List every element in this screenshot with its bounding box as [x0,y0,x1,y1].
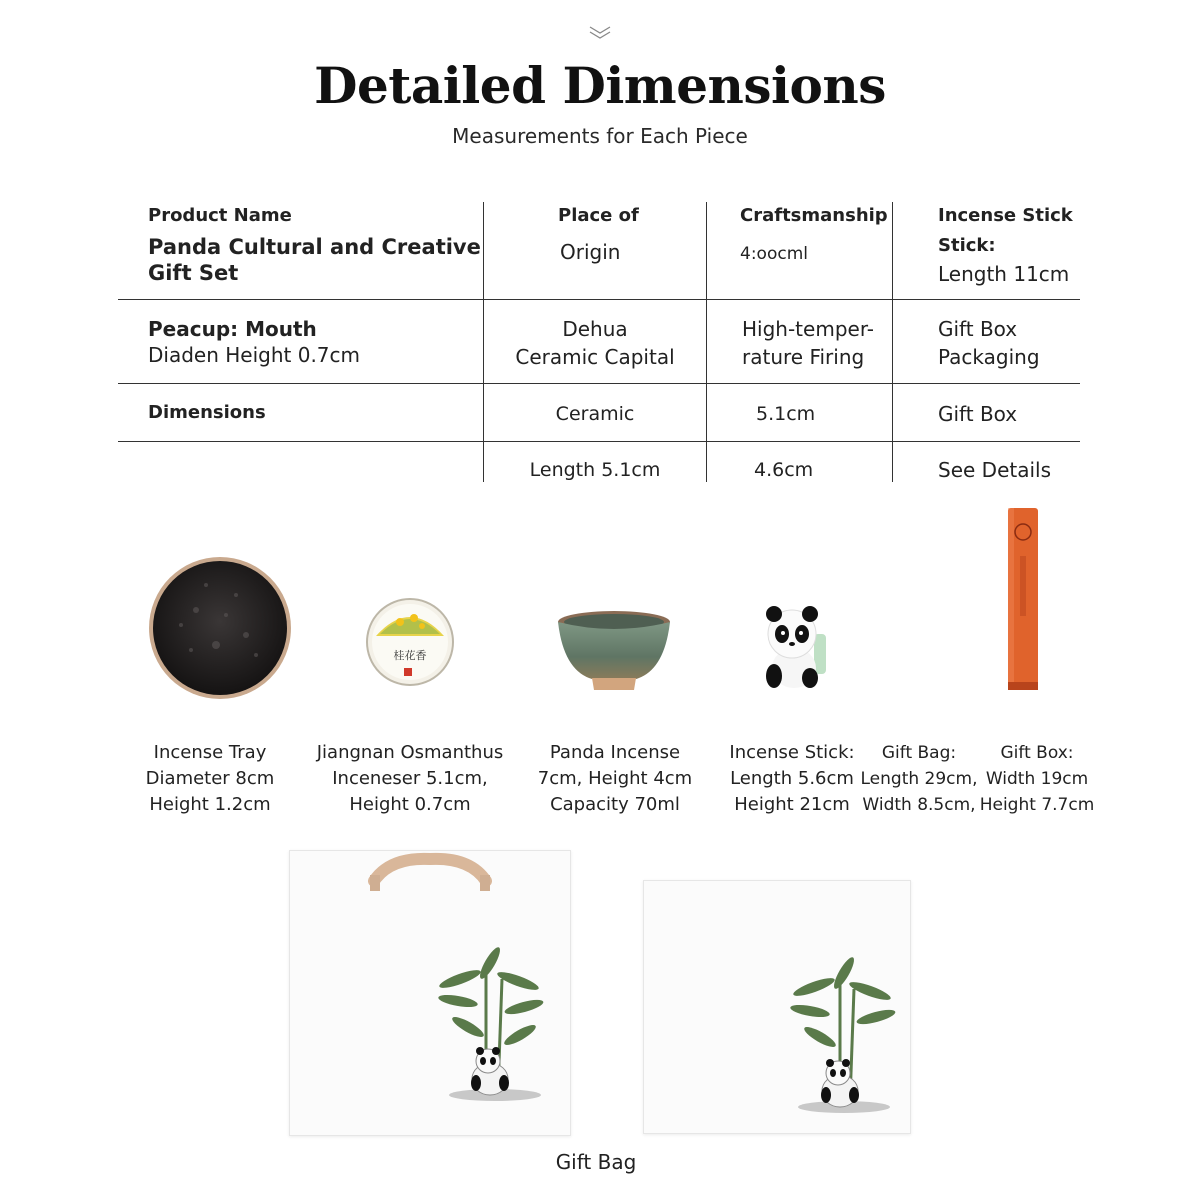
page-subtitle: Measurements for Each Piece [452,124,748,148]
gift-box-image [643,880,911,1134]
footer-caption: Gift Bag [555,1150,637,1174]
table-column-divider [892,202,893,482]
table-cell: Ceramic [555,403,635,425]
table-cell: Gift Box [938,402,1018,426]
product-label-incense-stick: Incense Stick: Length 5.6cm Height 21cm [729,742,855,815]
table-cell: Length 11cm [938,262,1070,286]
product-label-osmanthus: Jiangnan Osmanthus Inceneser 5.1cm, Height 0.7cm [316,742,504,815]
gift-bag-illustration [290,851,570,1135]
incense-tray-image [146,555,294,701]
table-cell: Incense Stick [938,205,1073,226]
table-cell: Length 5.1cm [529,459,661,481]
product-label-incense-tray: Incense Tray Diameter 8cm Height 1.2cm [145,742,275,815]
table-cell: 4.6cm [754,459,814,481]
table-cell: Peacup: Mouth [148,317,317,341]
page-title: Detailed Dimensions [314,56,886,115]
table-cell: Stick: [938,235,996,256]
table-cell: See Details [938,458,1051,482]
table-divider [118,299,1080,300]
product-label-gift-box: Gift Box: Width 19cm Height 7.7cm [979,743,1095,815]
table-cell: rature Firing [742,345,865,369]
table-cell: Gift Set [148,261,239,285]
gift-box-illustration [644,881,910,1133]
scroll-down-chevron-icon[interactable] [588,24,612,40]
table-cell: Craftsmanship [740,205,888,226]
table-cell: Dimensions [148,402,266,423]
gift-bag-image [289,850,571,1136]
table-cell: Packaging [938,345,1040,369]
table-divider [118,383,1080,384]
table-cell: Ceramic Capital [515,345,675,369]
table-cell: Panda Cultural and Creative [148,235,481,259]
tea-cup-image [556,610,672,692]
table-cell: Product Name [148,205,292,226]
product-label-panda-incense: Panda Incense 7cm, Height 4cm Capacity 70ml [537,742,693,815]
table-cell: Gift Box [938,317,1018,341]
incense-tube-image [1006,506,1040,692]
table-cell: High-temper- [742,317,874,341]
table-divider [118,441,1080,442]
table-cell: Origin [560,240,621,264]
table-cell: Place of [558,205,639,226]
table-cell: Diaden Height 0.7cm [148,343,361,367]
dimensions-table [118,196,1080,484]
osmanthus-tin-image [366,596,454,688]
panda-incense-holder-image [760,604,832,690]
tin-label: 桂花香 [393,649,427,662]
table-cell: 4:oocml [740,244,808,264]
table-column-divider [706,202,707,482]
table-cell: Dehua [562,317,628,341]
table-cell: 5.1cm [756,403,816,425]
product-label-gift-bag: Gift Bag: Length 29cm, Width 8.5cm, [860,743,978,815]
